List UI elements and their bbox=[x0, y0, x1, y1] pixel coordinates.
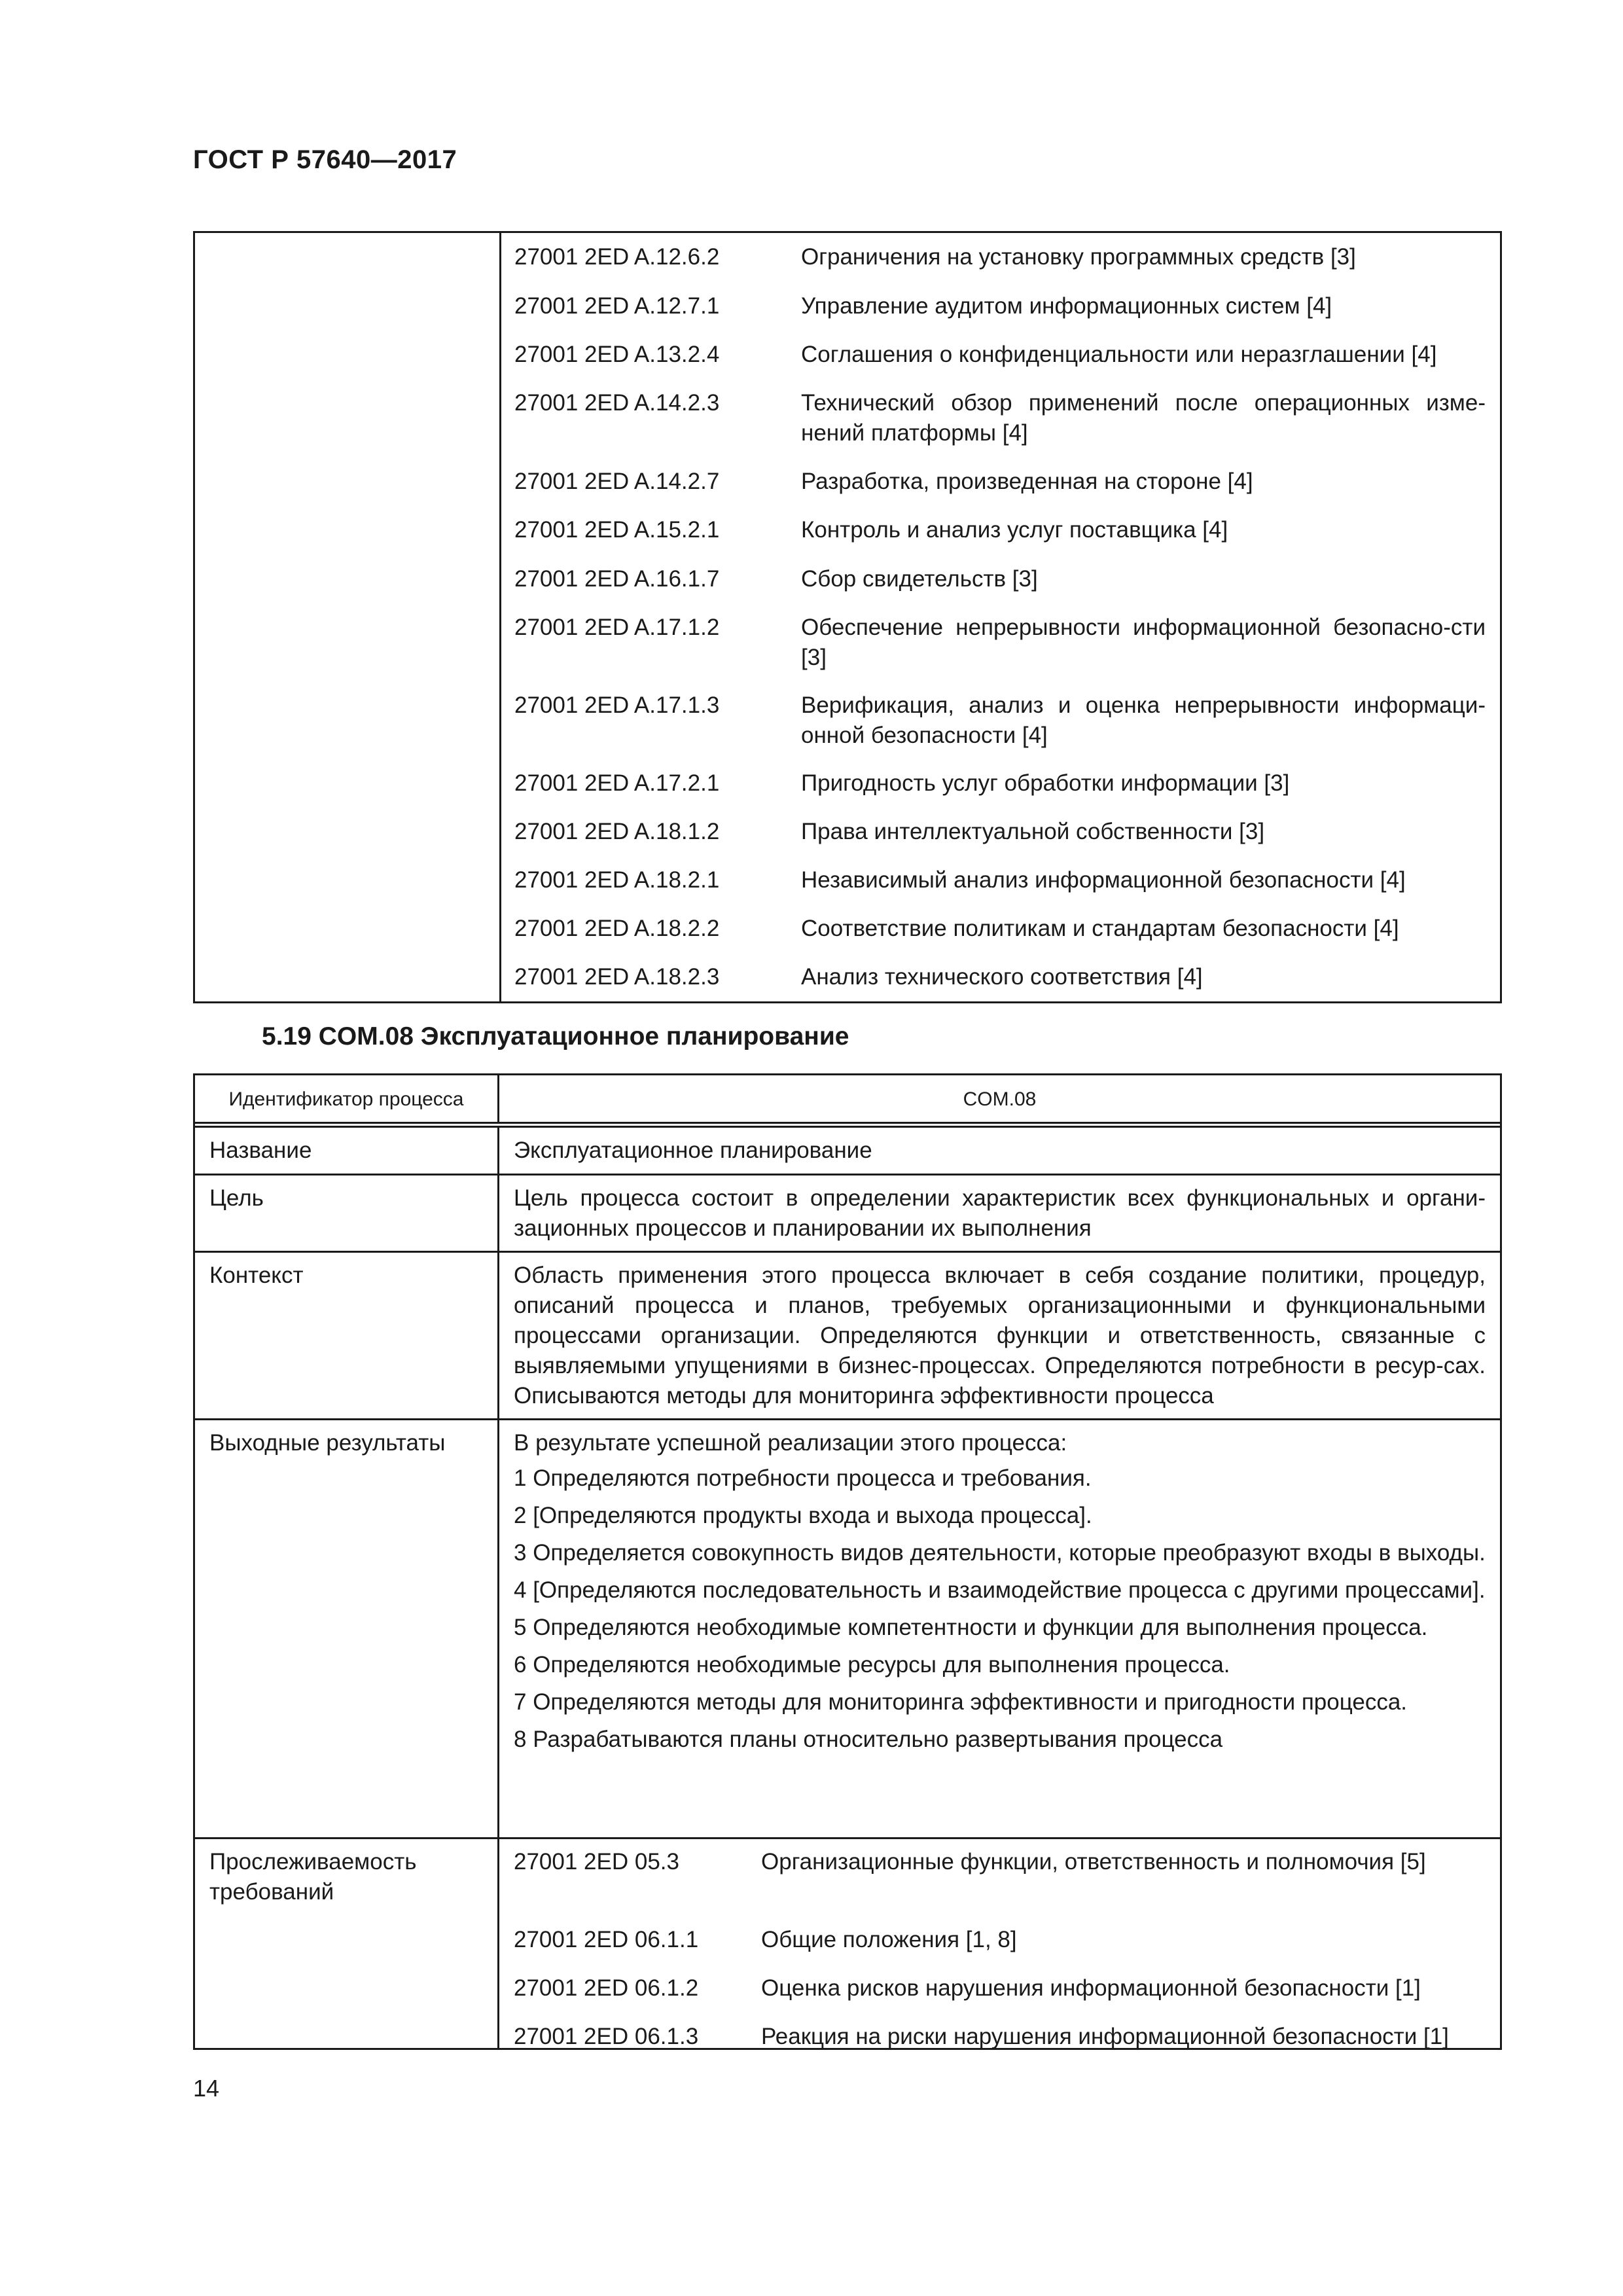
process-outputs-row bbox=[195, 1420, 1500, 1839]
continuation-table bbox=[193, 231, 1502, 1003]
continuation-table-left-empty-cell bbox=[195, 233, 501, 1001]
output-item: 1 Определяются потребности процесса и требования. bbox=[514, 1465, 1092, 1491]
process-traceability-label: Прослеживаемость требований bbox=[209, 1849, 417, 1905]
reference-code: 27001 2ED A.17.2.1 bbox=[514, 770, 720, 796]
trace-code: 27001 2ED 06.1.1 bbox=[514, 1927, 699, 1952]
reference-code: 27001 2ED A.15.2.1 bbox=[514, 517, 720, 543]
outputs-intro: В результате успешной реализации этого процесса: bbox=[514, 1430, 1067, 1456]
reference-title: Обеспечение непрерывности информационной безопасно-сти [3] bbox=[801, 615, 1486, 670]
process-traceability-row bbox=[195, 1839, 1500, 2048]
process-traceability-value-cell bbox=[499, 1839, 1500, 2048]
process-id-label-cell bbox=[195, 1075, 499, 1122]
reference-code: 27001 2ED A.18.2.3 bbox=[514, 964, 720, 990]
reference-code: 27001 2ED A.13.2.4 bbox=[514, 342, 720, 367]
reference-title: Сбор свидетельств [3] bbox=[801, 566, 1038, 592]
process-id-value: COM.08 bbox=[963, 1088, 1037, 1110]
reference-code: 27001 2ED A.12.7.1 bbox=[514, 293, 720, 319]
reference-title: Управление аудитом информационных систем [4] bbox=[801, 293, 1332, 319]
reference-title: Анализ технического соответствия [4] bbox=[801, 964, 1203, 990]
process-id-value-cell bbox=[499, 1075, 1500, 1122]
reference-code: 27001 2ED A.18.1.2 bbox=[514, 819, 720, 844]
reference-code: 27001 2ED A.16.1.7 bbox=[514, 566, 720, 592]
reference-title: Независимый анализ информационной безопасности [4] bbox=[801, 867, 1406, 893]
process-traceability-label-cell bbox=[195, 1839, 499, 2048]
trace-title: Реакция на риски нарушения информационной безопасности [1] bbox=[761, 2024, 1449, 2049]
trace-code: 27001 2ED 05.3 bbox=[514, 1849, 679, 1874]
process-id-row bbox=[195, 1075, 1500, 1128]
reference-code: 27001 2ED A.18.2.2 bbox=[514, 916, 720, 941]
process-name-label: Название bbox=[209, 1138, 312, 1163]
process-goal-label: Цель bbox=[209, 1185, 264, 1211]
output-item: 6 Определяются необходимые ресурсы для выполнения процесса. bbox=[514, 1652, 1230, 1677]
reference-title: Права интеллектуальной собственности [3] bbox=[801, 819, 1265, 844]
reference-code: 27001 2ED A.17.1.3 bbox=[514, 692, 720, 718]
reference-code: 27001 2ED A.12.6.2 bbox=[514, 244, 720, 270]
reference-title: Соглашения о конфиденциальности или неразглашении [4] bbox=[801, 342, 1437, 367]
process-context-value-cell bbox=[499, 1253, 1500, 1418]
process-name-value-cell bbox=[499, 1128, 1500, 1174]
section-heading: 5.19 COM.08 Эксплуатационное планирование bbox=[262, 1022, 849, 1050]
trace-title: Общие положения [1, 8] bbox=[761, 1927, 1017, 1952]
process-goal-row bbox=[195, 1175, 1500, 1253]
reference-title: Ограничения на установку программных средств [3] bbox=[801, 244, 1356, 270]
output-item: 7 Определяются методы для мониторинга эффективности и пригодности процесса. bbox=[514, 1689, 1408, 1715]
process-context-value: Область применения этого процесса включает в себя создание политики, процедур, описаний процесса и планов, требуемых организационными и функциональными процессами организации. Определяются функции и ответственность, связанные с выявляемыми упущениями в бизнес-процессах. Определяются потребности в ресур-сах. Описываются методы для мониторинга эффективности процесса bbox=[514, 1263, 1486, 1408]
reference-title: Технический обзор применений после операционных изме-нений платформы [4] bbox=[801, 390, 1486, 446]
process-goal-value-cell bbox=[499, 1175, 1500, 1251]
process-name-value: Эксплуатационное планирование bbox=[514, 1138, 872, 1163]
output-item: 4 [Определяются последовательность и взаимодействие процесса с другими процессами]. bbox=[514, 1577, 1486, 1603]
process-name-label-cell bbox=[195, 1128, 499, 1174]
process-table bbox=[193, 1073, 1502, 2050]
reference-code: 27001 2ED A.14.2.3 bbox=[514, 390, 720, 416]
trace-title: Организационные функции, ответственность и полномочия [5] bbox=[761, 1849, 1426, 1874]
output-item: 2 [Определяются продукты входа и выхода процесса]. bbox=[514, 1503, 1092, 1528]
process-outputs-label: Выходные результаты bbox=[209, 1430, 446, 1456]
process-context-label: Контекст bbox=[209, 1263, 304, 1288]
reference-title: Контроль и анализ услуг поставщика [4] bbox=[801, 517, 1228, 543]
continuation-table-rows bbox=[501, 233, 1500, 1001]
trace-code: 27001 2ED 06.1.2 bbox=[514, 1975, 699, 2001]
reference-code: 27001 2ED A.17.1.2 bbox=[514, 615, 720, 640]
output-item: 8 Разрабатываются планы относительно развертывания процесса bbox=[514, 1727, 1223, 1752]
process-outputs-label-cell bbox=[195, 1420, 499, 1837]
reference-title: Пригодность услуг обработки информации [3] bbox=[801, 770, 1290, 796]
process-name-row bbox=[195, 1128, 1500, 1175]
reference-title: Соответствие политикам и стандартам безопасности [4] bbox=[801, 916, 1399, 941]
process-outputs-list bbox=[514, 1428, 1486, 1762]
reference-code: 27001 2ED A.18.2.1 bbox=[514, 867, 720, 893]
process-id-label: Идентификатор процесса bbox=[228, 1088, 464, 1110]
document-code-header: ГОСТ Р 57640—2017 bbox=[193, 145, 457, 174]
output-item: 5 Определяются необходимые компетентности и функции для выполнения процесса. bbox=[514, 1615, 1428, 1640]
output-item: 3 Определяется совокупность видов деятельности, которые преобразуют входы в выходы. bbox=[514, 1540, 1486, 1566]
process-goal-value: Цель процесса состоит в определении характеристик всех функциональных и органи-зационных процессов и планировании их выполнения bbox=[514, 1185, 1486, 1241]
reference-title: Верификация, анализ и оценка непрерывности информаци-онной безопасности [4] bbox=[801, 692, 1486, 748]
reference-code: 27001 2ED A.14.2.7 bbox=[514, 469, 720, 494]
page-number: 14 bbox=[193, 2075, 220, 2102]
process-goal-label-cell bbox=[195, 1175, 499, 1251]
trace-code: 27001 2ED 06.1.3 bbox=[514, 2024, 699, 2049]
reference-title: Разработка, произведенная на стороне [4] bbox=[801, 469, 1253, 494]
process-context-row bbox=[195, 1253, 1500, 1420]
process-context-label-cell bbox=[195, 1253, 499, 1418]
trace-title: Оценка рисков нарушения информационной безопасности [1] bbox=[761, 1975, 1421, 2001]
process-outputs-value-cell bbox=[499, 1420, 1500, 1837]
